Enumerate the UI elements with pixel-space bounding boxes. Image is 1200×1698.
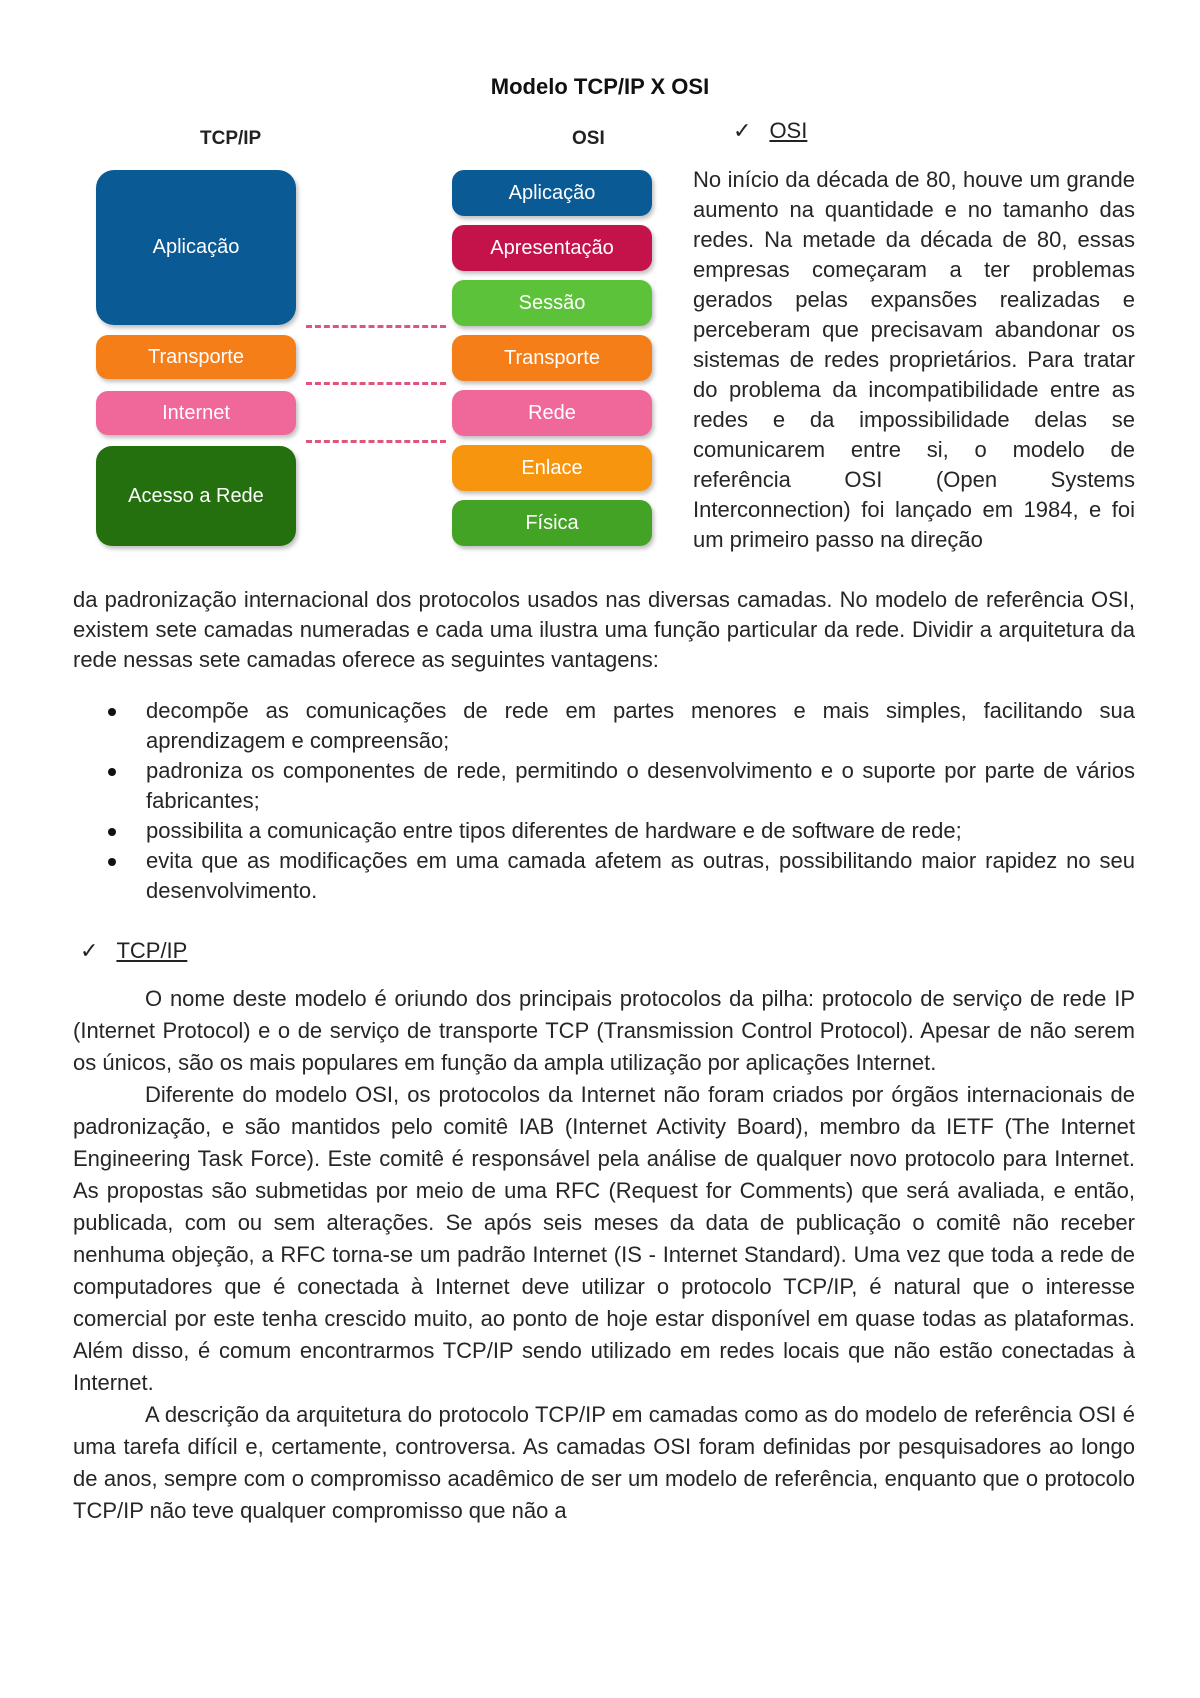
tcpip-osi-diagram: [90, 120, 670, 560]
layer-label: Sessão: [518, 291, 586, 314]
osi-layer-apresentacao: [452, 225, 652, 271]
tcpip-paragraph: Diferente do modelo OSI, os protocolos da Internet não foram criados por órgãos internacionais de padronização, e são mantidos pelo comitê IAB (Internet Activity Board), membro da IETF (The Internet Engineering Task Force). Este comitê é responsável pela análise de qualquer novo protocolo para Internet. As propostas são submetidas por meio de uma RFC (Request for Comments) que será avaliada, e então, publicada, com ou sem alterações. Se após seis meses da data de publicação o comitê não receber nenhuma objeção, a RFC torna-se um padrão Internet (IS - Internet Standard). Uma vez que toda a rede de computadores que é conectada à Internet deve utilizar o protocolo TCP/IP, é natural que o interesse comercial por este tenha crescido muito, ao ponto de hoje estar disponível em quase todas as plataformas. Além disso, é comum encontrarmos TCP/IP sendo utilizado em redes locais que não estão conectadas à Internet.: [73, 1082, 1135, 1395]
tcpip-layer-acesso-rede: [96, 446, 296, 546]
layer-label: Aplicação: [508, 181, 596, 204]
layer-label: Transporte: [148, 345, 244, 368]
dashed-divider: [306, 325, 446, 328]
tcpip-heading: [80, 938, 187, 964]
tcpip-layer-transporte: [96, 335, 296, 379]
osi-layer-sessao: [452, 280, 652, 326]
page-title: Modelo TCP/IP X OSI: [490, 74, 710, 99]
osi-column-title: OSI: [572, 128, 605, 149]
list-item-text: evita que as modificações em uma camada afetem as outras, possibilitando maior rapidez no seu desenvolvimento.: [146, 848, 1135, 903]
tcpip-column-title: TCP/IP: [200, 128, 262, 149]
layer-label: Transporte: [504, 346, 600, 369]
layer-label: Apresentação: [490, 236, 614, 259]
bullet-icon: [108, 708, 116, 716]
osi-layer-transporte: [452, 335, 652, 381]
dashed-divider: [306, 440, 446, 443]
bullet-icon: [108, 858, 116, 866]
dashed-divider: [306, 382, 446, 385]
checkmark-icon: ✓: [80, 938, 99, 963]
osi-layer-enlace: [452, 445, 652, 491]
tcpip-layer-aplicacao: [96, 170, 296, 325]
tcpip-heading-label: TCP/IP: [116, 938, 188, 963]
osi-heading-label: OSI: [769, 118, 808, 143]
list-item: [73, 756, 1135, 816]
layer-label: Internet: [162, 401, 230, 424]
layer-label: Aplicação: [152, 236, 240, 258]
tcpip-paragraph: A descrição da arquitetura do protocolo TCP/IP em camadas como as do modelo de referência OSI é uma tarefa difícil e, certamente, controversa. As camadas OSI foram definidas por pesquisadores ao longo de anos, sempre com o compromisso acadêmico de ser um modelo de referência, enquanto que o protocolo TCP/IP não teve qualquer compromisso que não a: [73, 1402, 1135, 1523]
tcpip-section-body: [73, 983, 1135, 1527]
osi-advantages-list: [73, 696, 1135, 906]
layer-label: Enlace: [521, 456, 583, 479]
osi-paragraph-side: No início da década de 80, houve um grande aumento na quantidade e no tamanho das redes. Na metade da década de 80, essas empresas começaram a ter problemas gerados pelas expansões realizadas e perceberam que precisavam abandonar os sistemas de redes proprietários. Para tratar do problema da incompatibilidade entre as redes e da impossibilidade delas se comunicarem entre si, o modelo de referência OSI (Open Systems Interconnection) foi lançado em 1984, e foi um primeiro passo na direção: [693, 167, 1135, 552]
osi-paragraph-continued: da padronização internacional dos protocolos usados nas diversas camadas. No modelo de referência OSI, existem sete camadas numeradas e cada uma ilustra uma função particular da rede. Dividir a arquitetura da rede nessas sete camadas oferece as seguintes vantagens:: [73, 587, 1135, 672]
checkmark-icon: ✓: [733, 118, 752, 143]
bullet-icon: [108, 768, 116, 776]
layer-label: Rede: [528, 401, 576, 424]
list-item: [73, 816, 1135, 846]
list-item-text: decompõe as comunicações de rede em partes menores e mais simples, facilitando sua aprendizagem e compreensão;: [146, 698, 1135, 753]
list-item-text: possibilita a comunicação entre tipos diferentes de hardware e de software de rede;: [146, 818, 962, 843]
tcpip-paragraph: O nome deste modelo é oriundo dos principais protocolos da pilha: protocolo de serviço de rede IP (Internet Protocol) e o de serviço de transporte TCP (Transmission Control Protocol). Apesar de não serem os únicos, são os mais populares em função da ampla utilização por aplicações Internet.: [73, 986, 1135, 1075]
osi-heading: [733, 118, 807, 144]
layer-label: Física: [525, 511, 579, 534]
bullet-icon: [108, 828, 116, 836]
list-item: [73, 846, 1135, 906]
osi-layer-aplicacao: [452, 170, 652, 216]
tcpip-layer-internet: [96, 391, 296, 435]
layer-label: Acesso a Rede: [128, 484, 264, 507]
list-item-text: padroniza os componentes de rede, permitindo o desenvolvimento e o suporte por parte de vários fabricantes;: [146, 758, 1135, 813]
list-item: [73, 696, 1135, 756]
osi-layer-rede: [452, 390, 652, 436]
osi-layer-fisica: [452, 500, 652, 546]
